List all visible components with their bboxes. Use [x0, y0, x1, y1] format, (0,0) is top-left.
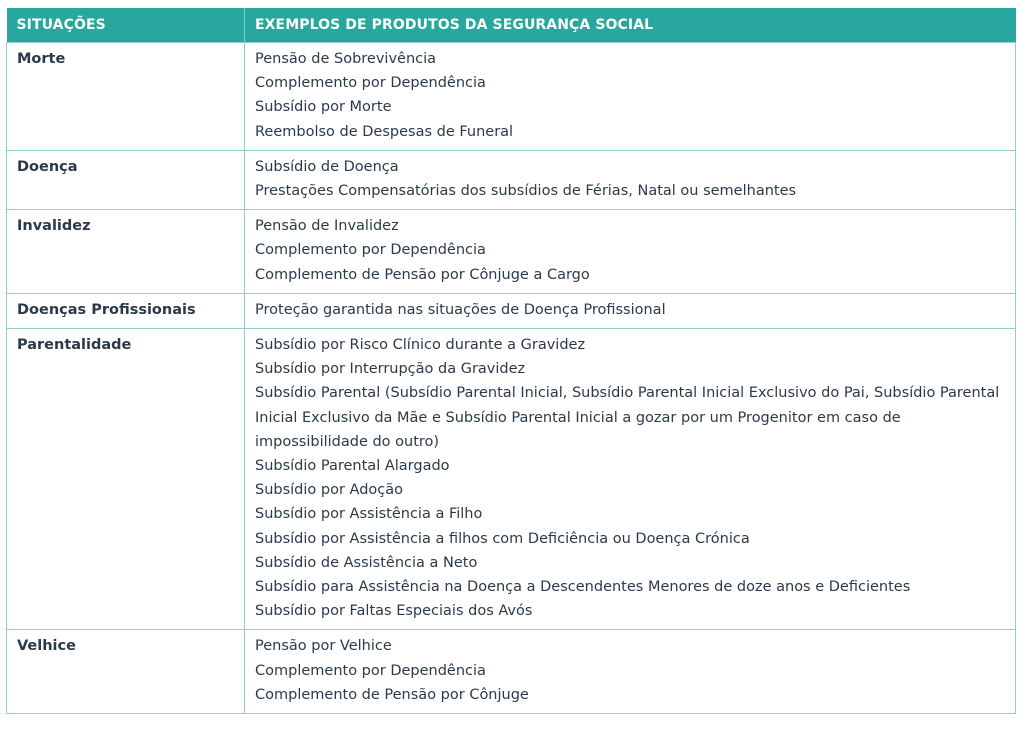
header-examples: EXEMPLOS DE PRODUTOS DA SEGURANÇA SOCIAL — [245, 8, 1016, 43]
situation-cell: Doença — [7, 150, 245, 209]
table-row — [7, 293, 1016, 328]
example-item: Pensão por Velhice — [255, 638, 392, 655]
table-row — [7, 150, 1016, 209]
example-item: Subsídio de Doença — [255, 158, 399, 175]
example-item: Subsídio por Faltas Especiais dos Avós — [255, 603, 533, 620]
example-item: Subsídio para Assistência na Doença a Descendentes Menores de doze anos e Deficientes — [255, 579, 911, 596]
example-item: Complemento por Dependência — [255, 662, 486, 679]
example-item: Subsídio por Interrupção da Gravidez — [255, 361, 526, 378]
social-security-table — [6, 8, 1016, 714]
example-item: Pensão de Invalidez — [255, 218, 399, 235]
example-item: Subsídio por Risco Clínico durante a Gravidez — [255, 337, 586, 354]
example-item: Complemento de Pensão por Cônjuge — [255, 686, 529, 703]
example-item: Subsídio por Assistência a Filho — [255, 506, 483, 523]
example-item: Prestações Compensatórias dos subsídios de Férias, Natal ou semelhantes — [255, 183, 797, 200]
example-item: Subsídio Parental Alargado — [255, 458, 450, 475]
table-row — [7, 329, 1016, 630]
example-item: Reembolso de Despesas de Funeral — [255, 123, 514, 140]
situation-cell: Morte — [7, 43, 245, 151]
example-item: Proteção garantida nas situações de Doença Profissional — [255, 301, 666, 318]
example-item: Subsídio Parental (Subsídio Parental Inicial, Subsídio Parental Inicial Exclusivo do Pai, Subsídio Parental Inicial Exclusivo da Mãe e Subsídio Parental Inicial a gozar por um Progenitor em caso de impossibilidade do outro) — [255, 385, 1000, 450]
table-row — [7, 630, 1016, 714]
example-item: Complemento de Pensão por Cônjuge a Cargo — [255, 266, 590, 283]
example-item: Pensão de Sobrevivência — [255, 51, 437, 67]
table-row — [7, 43, 1016, 151]
example-item: Subsídio por Adoção — [255, 482, 404, 499]
example-item: Complemento por Dependência — [255, 75, 486, 92]
examples-cell — [245, 210, 1016, 294]
situation-cell: Velhice — [7, 630, 245, 714]
table-row — [7, 210, 1016, 294]
situation-cell: Invalidez — [7, 210, 245, 294]
header-situations: SITUAÇÕES — [7, 8, 245, 43]
example-item: Complemento por Dependência — [255, 242, 486, 259]
table-body — [7, 43, 1016, 714]
examples-cell — [245, 43, 1016, 151]
example-item: Subsídio por Morte — [255, 99, 392, 116]
examples-cell — [245, 293, 1016, 328]
situation-cell: Parentalidade — [7, 329, 245, 630]
table-header-row — [7, 8, 1016, 43]
examples-cell — [245, 630, 1016, 714]
example-item: Subsídio de Assistência a Neto — [255, 554, 478, 571]
example-item: Subsídio por Assistência a filhos com Deficiência ou Doença Crónica — [255, 530, 750, 547]
examples-cell — [245, 329, 1016, 630]
examples-cell — [245, 150, 1016, 209]
situation-cell: Doenças Profissionais — [7, 293, 245, 328]
